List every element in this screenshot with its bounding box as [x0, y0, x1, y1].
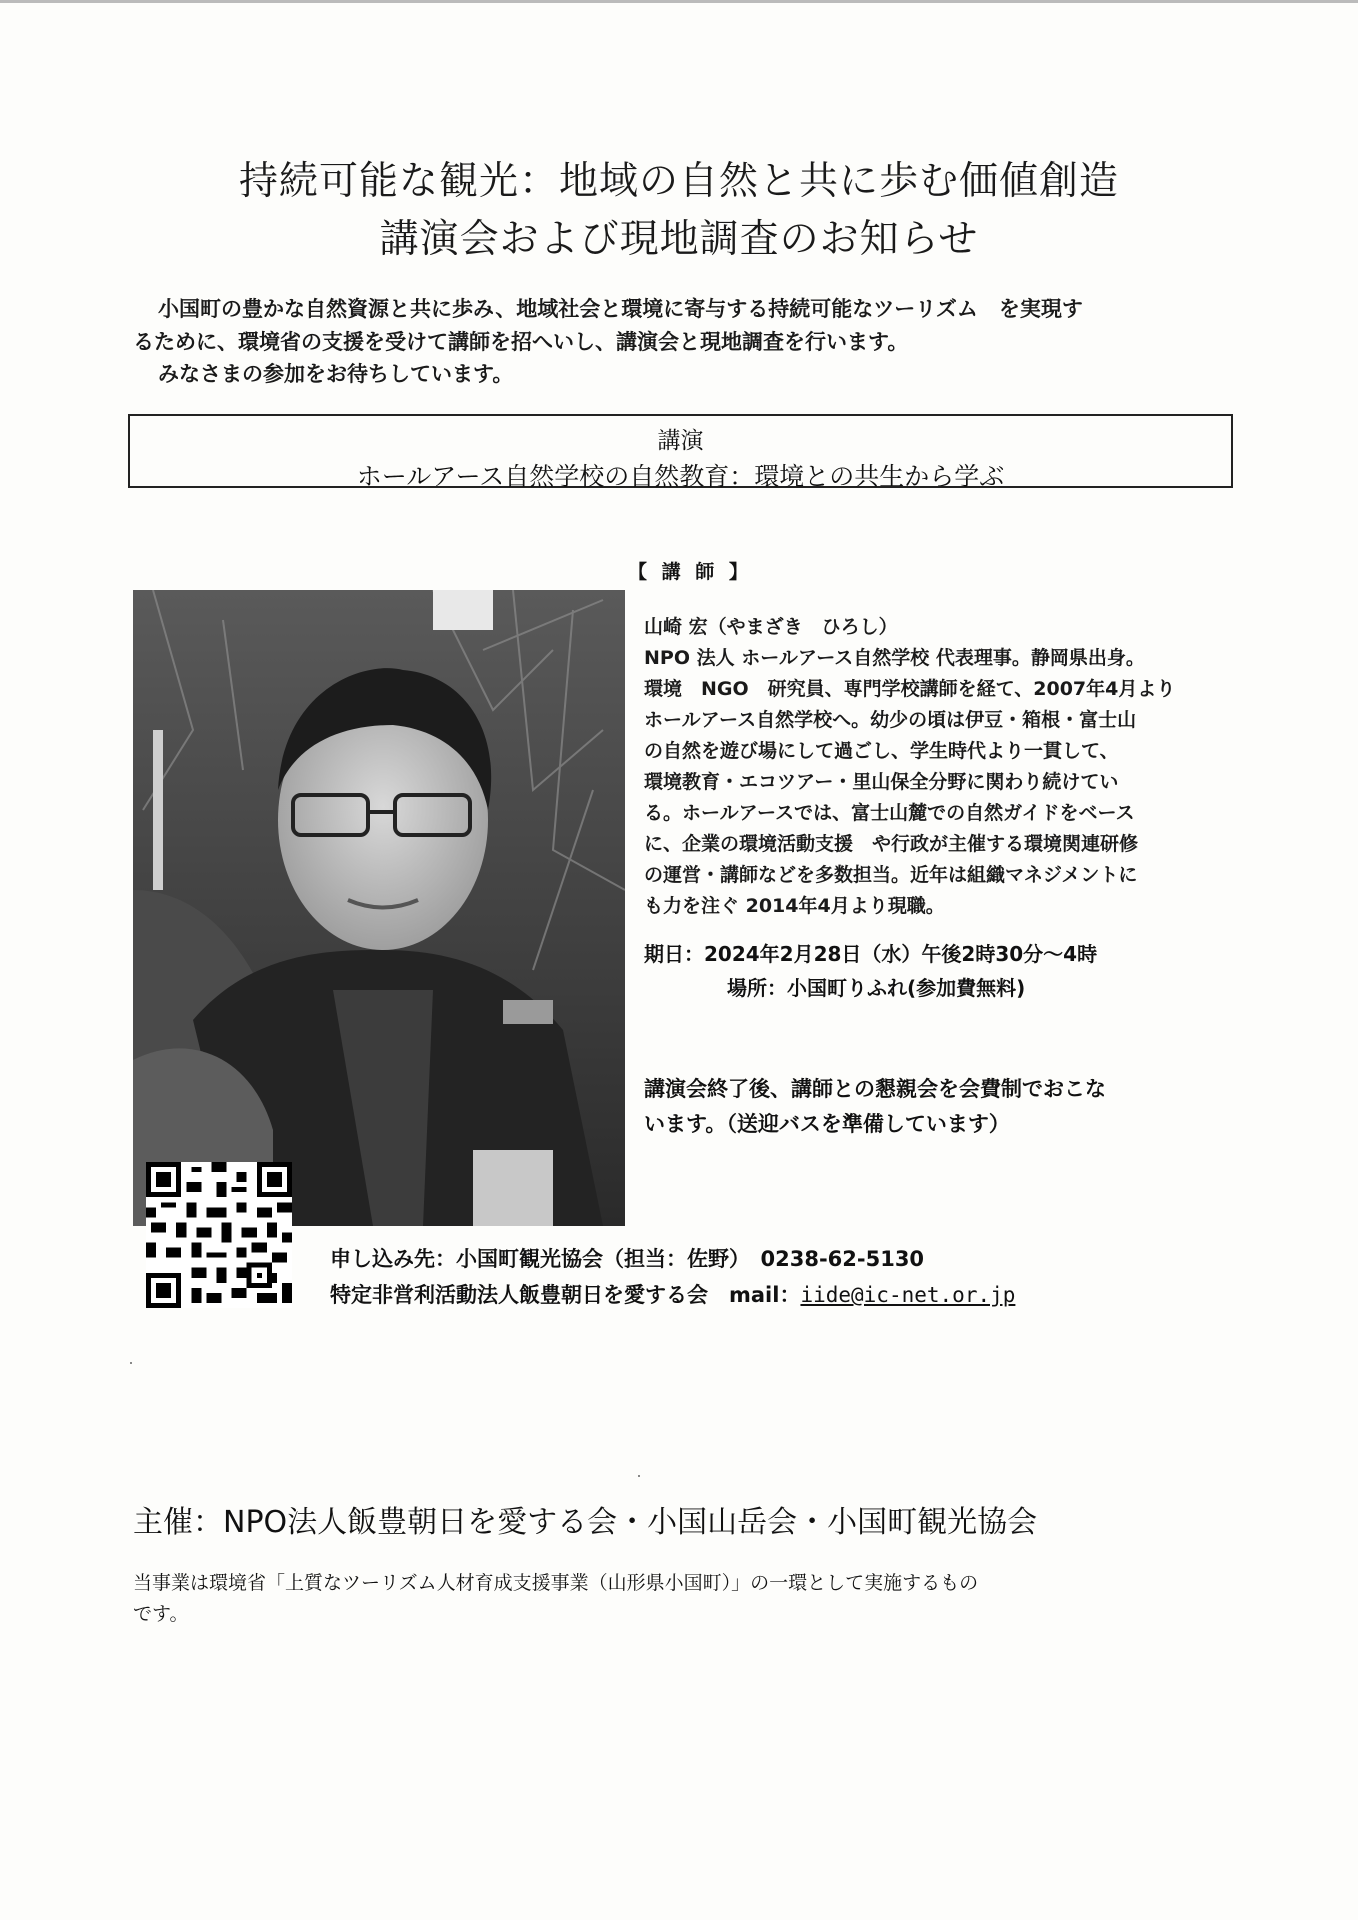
event-date: 期日：2024年2月28日（水）午後2時30分～4時: [644, 942, 1098, 966]
lecture-label: 講演: [657, 428, 704, 454]
title-line-1: 持続可能な観光：地域の自然と共に歩む価値創造: [238, 159, 1119, 204]
qr-code[interactable]: [146, 1162, 292, 1308]
email-link[interactable]: iide@ic-net.or.jp: [800, 1283, 1016, 1307]
scan-speck: [638, 1475, 640, 1477]
bio-line: の自然を遊び場にして過ごし、学生時代より一貫して、: [644, 740, 1119, 762]
reception-notice: [644, 1072, 1106, 1142]
lecturer-photo: [133, 590, 625, 1226]
bio-line: に、企業の環境活動支援 や行政が主催する環境関連研修: [644, 833, 1139, 855]
funding-note: [133, 1568, 978, 1630]
event-place: 場所：小国町りふれ(参加費無料): [727, 976, 1026, 1000]
bio-line: の運営・講師などを多数担当。近年は組織マネジメントに: [644, 864, 1138, 886]
bio-line: NPO 法人 ホールアース自然学校 代表理事。静岡県出身。: [644, 647, 1145, 669]
intro-line-3: みなさまの参加をお待ちしています。: [158, 362, 514, 386]
bio-line: ホールアース自然学校へ。幼少の頃は伊豆・箱根・富士山: [644, 709, 1137, 731]
note-line-1: 当事業は環境省「上質なツーリズム人材育成支援事業（山形県小国町）」の一環として実施するもの: [133, 1572, 979, 1594]
intro-line-1: 小国町の豊かな自然資源と共に歩み、地域社会と環境に寄与する持続可能なツーリズム を実現す: [158, 297, 1083, 321]
intro-line-2: るために、環境省の支援を受けて講師を招へいし、講演会と現地調査を行います。: [133, 330, 909, 354]
bio-line: 環境 NGO 研究員、専門学校講師を経て、2007年4月より: [644, 678, 1176, 700]
bio-line: も力を注ぐ 2014年4月より現職。: [644, 895, 945, 917]
bio-line: 山崎 宏（やまざき ひろし）: [644, 616, 898, 638]
lecture-title: ホールアース自然学校の自然教育：環境との共生から学ぶ: [356, 462, 1005, 491]
contact-line-2: [330, 1279, 1015, 1309]
reception-line-1: 講演会終了後、講師との懇親会を会費制でおこな: [644, 1077, 1106, 1101]
lecturer-bio: [644, 612, 1244, 922]
bio-line: 環境教育・エコツアー・里山保全分野に関わり続けてい: [644, 771, 1119, 793]
top-rule: [0, 0, 1358, 3]
title-line-2: 講演会および現地調査のお知らせ: [379, 217, 979, 262]
organizer: 主催：NPO法人飯豊朝日を愛する会・小国山岳会・小国町観光協会: [133, 1505, 1038, 1540]
contact-org: 特定非営利活動法人飯豊朝日を愛する会 mail：: [330, 1283, 801, 1307]
scan-speck: [130, 1362, 132, 1364]
lecturer-heading: 【 講 師 】: [628, 561, 752, 583]
contact-line-1: 申し込み先：小国町観光協会（担当：佐野） 0238-62-5130: [330, 1247, 925, 1271]
lecture-box: [128, 414, 1233, 491]
reception-line-2: います。（送迎バスを準備しています）: [644, 1112, 1010, 1136]
note-line-2: です。: [133, 1603, 189, 1625]
bio-line: る。ホールアースでは、富士山麓での自然ガイドをベース: [644, 802, 1135, 824]
